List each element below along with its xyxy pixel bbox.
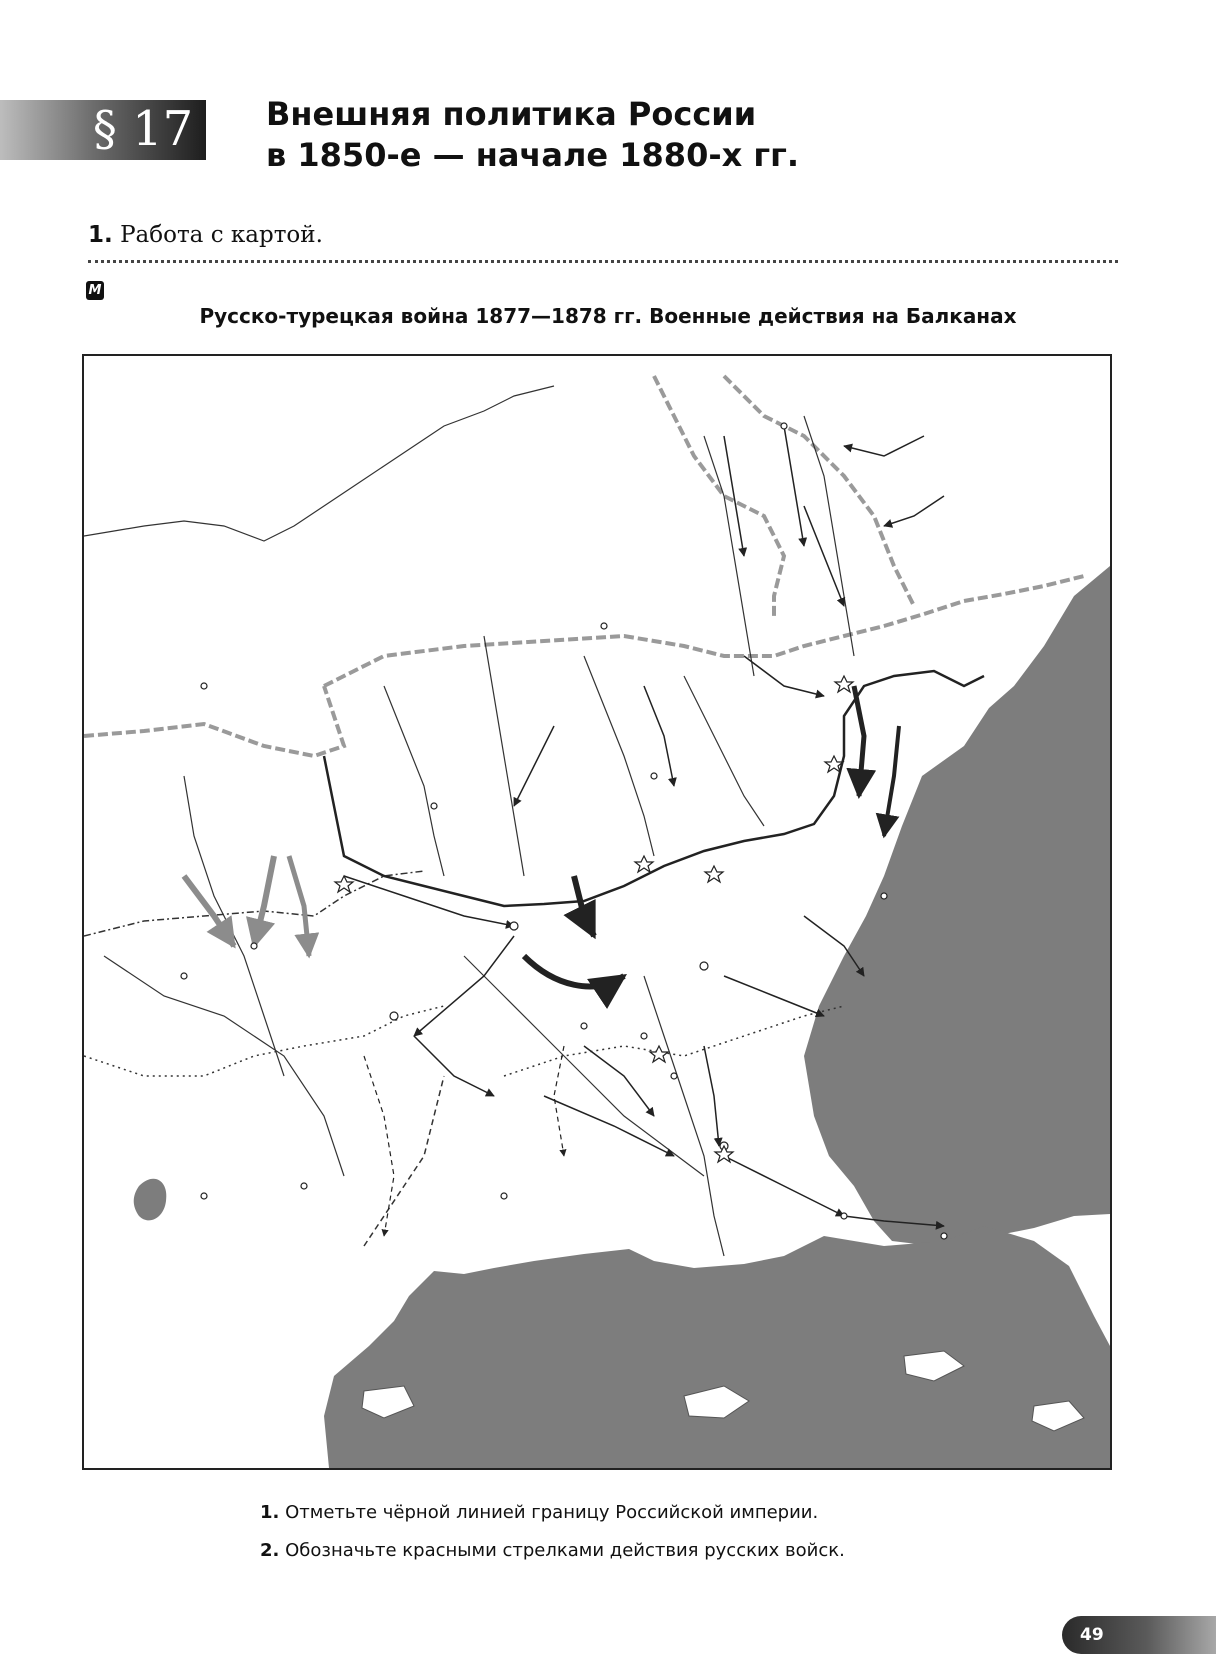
instruction-item	[260, 1536, 845, 1574]
border-line-north	[324, 576, 1084, 686]
page-title	[266, 94, 799, 176]
arrow-bold-curve	[524, 956, 624, 986]
battle-star-markers	[335, 676, 853, 1162]
task-heading	[88, 222, 323, 248]
section-number: § 17	[92, 101, 194, 157]
arrow-north-2	[784, 426, 804, 546]
grey-arrow-1	[184, 876, 234, 946]
dotted-divider	[88, 260, 1118, 263]
border-frame-north	[84, 386, 554, 541]
river-8	[644, 976, 724, 1256]
task-number: 1.	[88, 222, 113, 248]
border-line-east	[654, 376, 784, 616]
grey-arrow-3	[289, 856, 309, 956]
arrow-south-5	[704, 1046, 719, 1146]
contour-map	[82, 354, 1112, 1470]
arrow-bold-dobruja-2	[884, 726, 899, 836]
lake-west	[134, 1179, 167, 1221]
aegean-sea	[324, 1226, 1110, 1468]
arrow-south-1	[414, 936, 514, 1036]
instruction-number: 1.	[260, 1502, 280, 1523]
instruction-text: Отметьте чёрной линией границу Российской империи.	[285, 1502, 819, 1523]
grey-arrow-2	[254, 856, 274, 946]
arrow-bold-crossing	[574, 876, 594, 936]
map-title: Русско-турецкая война 1877—1878 гг. Военные действия на Балканах	[199, 304, 1017, 328]
arrow-south-2	[414, 1036, 494, 1096]
title-line-2: в 1850-е — начале 1880-х гг.	[266, 136, 799, 174]
arrow-to-danube-1	[744, 656, 824, 696]
river-4	[684, 676, 764, 826]
river-5	[704, 436, 754, 676]
arrow-south-3	[584, 1046, 654, 1116]
arrow-east-3	[724, 976, 824, 1016]
instruction-list	[260, 1498, 845, 1574]
river-2	[484, 636, 524, 876]
arrow-south-4	[544, 1096, 674, 1156]
river-6	[804, 416, 854, 656]
border-dashed-south	[364, 1076, 444, 1246]
river-10	[104, 956, 344, 1176]
arrow-northeast	[844, 436, 924, 456]
map-drawing	[84, 356, 1110, 1468]
border-line-west	[84, 686, 344, 756]
danube-river	[324, 671, 984, 906]
instruction-number: 2.	[260, 1540, 280, 1561]
border-dashdot-1	[84, 871, 424, 936]
arrow-bold-dobruja-1	[854, 686, 864, 796]
arrow-to-adrianople	[724, 1156, 844, 1216]
task-text: Работа с картой.	[120, 222, 323, 248]
page-number: 49	[1080, 1625, 1104, 1645]
river-9	[184, 776, 284, 1076]
instruction-item	[260, 1498, 845, 1536]
instruction-text: Обозначьте красными стрелками действия русских войск.	[285, 1540, 845, 1561]
arrow-to-danube-3	[514, 726, 554, 806]
m-badge-icon: М	[86, 281, 104, 300]
river-3	[584, 656, 654, 856]
arrow-north-3	[804, 506, 844, 606]
title-line-1: Внешняя политика России	[266, 95, 757, 133]
border-line-dniester	[724, 376, 914, 606]
arrow-to-danube-2	[644, 686, 674, 786]
river-1	[384, 686, 444, 876]
black-sea	[804, 566, 1110, 1246]
arrow-east-1	[884, 496, 944, 526]
